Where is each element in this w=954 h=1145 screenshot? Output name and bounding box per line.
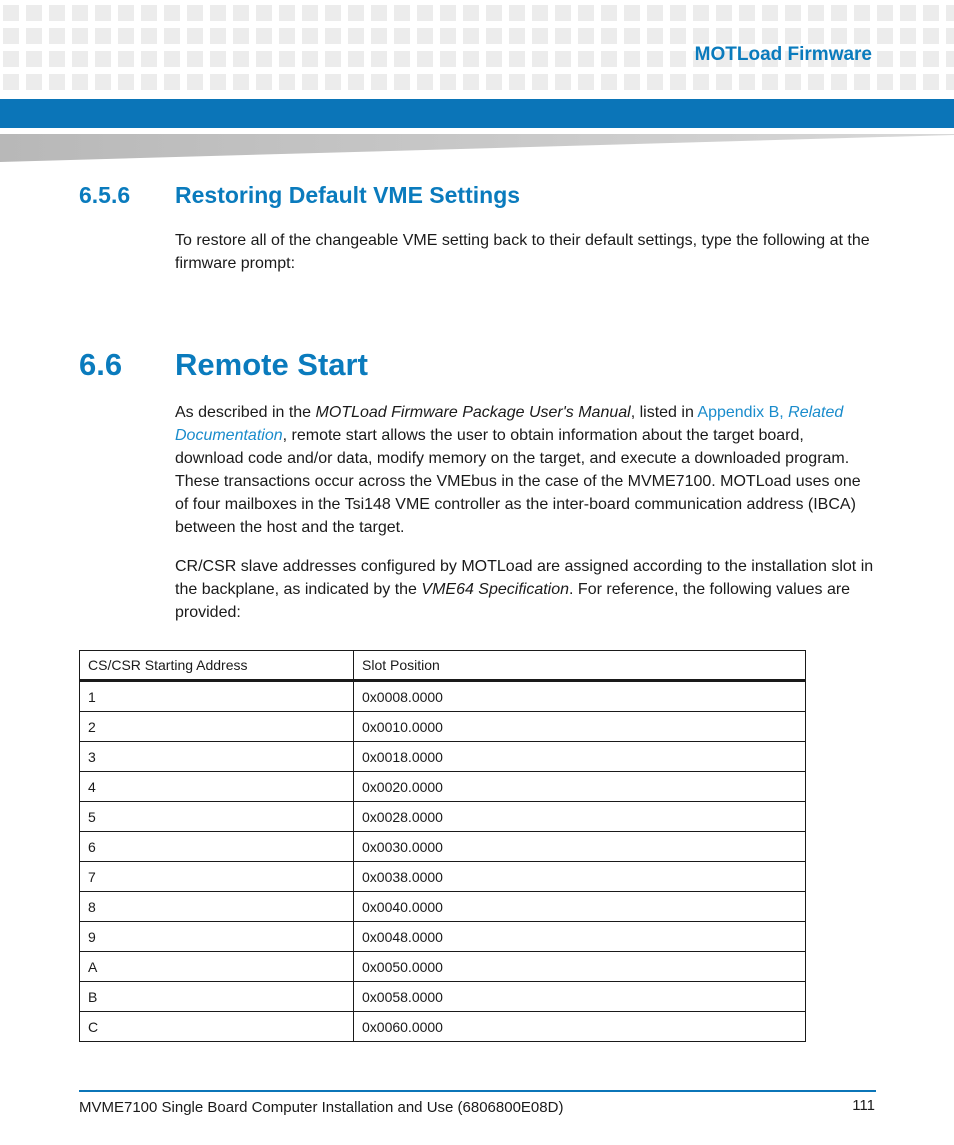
grid-square [739, 74, 755, 90]
grid-square [854, 28, 870, 44]
table-row [80, 712, 806, 742]
grid-square [187, 28, 203, 44]
grid-square [164, 51, 180, 67]
grid-square [302, 28, 318, 44]
grid-square [716, 5, 732, 21]
grid-square [394, 5, 410, 21]
grid-square [877, 74, 893, 90]
grid-square [394, 28, 410, 44]
grid-square [141, 74, 157, 90]
grid-square [394, 74, 410, 90]
grid-square [739, 5, 755, 21]
grid-square [371, 5, 387, 21]
restore-instructions-paragraph: To restore all of the changeable VME setting back to their default settings, type the following at the firmware prompt: [175, 232, 870, 272]
grid-square [486, 28, 502, 44]
table-cell: 4 [80, 772, 354, 802]
table-row [80, 772, 806, 802]
column-header: Slot Position [354, 651, 806, 681]
grid-square [325, 51, 341, 67]
grid-square [555, 51, 571, 67]
grid-square [95, 74, 111, 90]
grid-square [693, 74, 709, 90]
grid-square [371, 28, 387, 44]
grid-square [233, 51, 249, 67]
table-cell: 0x0020.0000 [354, 772, 806, 802]
remote-start-paragraph [175, 401, 875, 539]
grid-square [187, 74, 203, 90]
text-run: CR/CSR slave addresses configured by MOTLoad are assigned according to the installation slot in the backplane, as indicated by the [175, 558, 874, 598]
grid-square [210, 5, 226, 21]
grid-square [187, 5, 203, 21]
grid-square [233, 28, 249, 44]
grid-square [394, 51, 410, 67]
grid-square [26, 28, 42, 44]
grid-square [95, 51, 111, 67]
grid-square [348, 51, 364, 67]
grid-square [233, 74, 249, 90]
grid-square [624, 5, 640, 21]
grid-square [509, 5, 525, 21]
grid-square [26, 74, 42, 90]
grid-square [647, 5, 663, 21]
grid-square [72, 51, 88, 67]
grid-square [417, 28, 433, 44]
grid-square [532, 28, 548, 44]
table-row [80, 952, 806, 982]
grid-square [141, 28, 157, 44]
grid-square [3, 5, 19, 21]
table-cell: B [80, 982, 354, 1012]
grid-square [72, 74, 88, 90]
column-header: CS/CSR Starting Address [80, 651, 354, 681]
grid-square [670, 51, 686, 67]
grid-square [670, 74, 686, 90]
grid-square [716, 28, 732, 44]
grid-square [141, 51, 157, 67]
grid-square [348, 74, 364, 90]
grid-square [923, 51, 939, 67]
grid-square [279, 28, 295, 44]
grid-square [440, 5, 456, 21]
grid-square [164, 5, 180, 21]
grid-square [118, 51, 134, 67]
grid-square [877, 28, 893, 44]
grid-square [348, 5, 364, 21]
grid-square [164, 28, 180, 44]
grid-square [463, 51, 479, 67]
section-number: 6.6 [79, 347, 123, 382]
grid-square [877, 5, 893, 21]
grid-square [808, 5, 824, 21]
grid-square [26, 5, 42, 21]
grid-square [279, 51, 295, 67]
table-cell: 0x0028.0000 [354, 802, 806, 832]
grid-square [463, 74, 479, 90]
grid-square [923, 5, 939, 21]
table-cell: C [80, 1012, 354, 1042]
grid-square [233, 5, 249, 21]
grid-square [3, 51, 19, 67]
grid-square [279, 74, 295, 90]
table-cell: 8 [80, 892, 354, 922]
table-header-row [80, 651, 806, 681]
grid-square [785, 74, 801, 90]
table-row [80, 681, 806, 712]
table-cell: 9 [80, 922, 354, 952]
grid-square [210, 74, 226, 90]
grid-square [555, 74, 571, 90]
grid-square [831, 5, 847, 21]
grid-square [877, 51, 893, 67]
grid-square [509, 28, 525, 44]
cr-csr-paragraph [175, 555, 875, 624]
grid-square [486, 74, 502, 90]
grid-square [854, 74, 870, 90]
grid-square [762, 28, 778, 44]
grid-square [693, 5, 709, 21]
grid-square [3, 28, 19, 44]
grid-square [785, 28, 801, 44]
grid-square [923, 28, 939, 44]
table-cell: 5 [80, 802, 354, 832]
table-cell: 3 [80, 742, 354, 772]
grid-square [578, 74, 594, 90]
grid-square [624, 74, 640, 90]
grid-square [72, 5, 88, 21]
grid-square [210, 28, 226, 44]
grid-square [624, 51, 640, 67]
grid-square [601, 74, 617, 90]
slot-address-table [79, 650, 806, 1042]
table-cell: 0x0010.0000 [354, 712, 806, 742]
grid-square [670, 28, 686, 44]
grid-square [532, 5, 548, 21]
table-row [80, 862, 806, 892]
table-cell: 0x0058.0000 [354, 982, 806, 1012]
grid-square [808, 28, 824, 44]
grid-square [72, 28, 88, 44]
grid-square [463, 5, 479, 21]
grid-square [831, 28, 847, 44]
grid-square [26, 51, 42, 67]
section-heading-remote-start [79, 347, 368, 383]
grid-square [417, 5, 433, 21]
grid-square [325, 28, 341, 44]
grid-square [256, 74, 272, 90]
grid-square [647, 74, 663, 90]
grid-square [118, 74, 134, 90]
grid-square [509, 51, 525, 67]
grid-square [210, 51, 226, 67]
grid-square [555, 28, 571, 44]
table-row [80, 1012, 806, 1042]
section-heading-restoring-defaults [79, 182, 520, 209]
grid-square [946, 28, 954, 44]
grid-square [49, 28, 65, 44]
grid-square [325, 5, 341, 21]
grid-square [578, 28, 594, 44]
table-cell: 0x0060.0000 [354, 1012, 806, 1042]
grid-square [762, 74, 778, 90]
grid-square [808, 74, 824, 90]
table-cell: 0x0038.0000 [354, 862, 806, 892]
table-row [80, 832, 806, 862]
grid-square [302, 5, 318, 21]
grid-square [49, 5, 65, 21]
footer-document-title: MVME7100 Single Board Computer Installation and Use (6806800E08D) [79, 1099, 564, 1116]
text-run: , listed in [630, 404, 698, 421]
grid-square [325, 74, 341, 90]
link-italic-text: Related Documentation [175, 404, 844, 444]
table-cell: 0x0030.0000 [354, 832, 806, 862]
grid-square [900, 28, 916, 44]
grid-square [118, 5, 134, 21]
page-number: 111 [852, 1097, 875, 1114]
table-row [80, 982, 806, 1012]
grid-square [900, 74, 916, 90]
grid-square [256, 5, 272, 21]
grid-square [532, 74, 548, 90]
grid-square [601, 28, 617, 44]
grid-square [95, 28, 111, 44]
grid-square [693, 28, 709, 44]
grid-square [187, 51, 203, 67]
table-row [80, 802, 806, 832]
grid-square [49, 51, 65, 67]
grid-square [900, 5, 916, 21]
table-cell: 0x0018.0000 [354, 742, 806, 772]
grid-square [49, 74, 65, 90]
table-cell: 2 [80, 712, 354, 742]
text-run: . For reference, the following values are provided: [175, 581, 851, 621]
grid-square [647, 51, 663, 67]
table-cell: 0x0008.0000 [354, 681, 806, 712]
table-cell: 1 [80, 681, 354, 712]
table-cell: A [80, 952, 354, 982]
grid-square [532, 51, 548, 67]
grid-square [256, 51, 272, 67]
grid-square [440, 51, 456, 67]
grid-square [923, 74, 939, 90]
text-run: , remote start allows the user to obtain information about the target board, download code and/or data, modify memory on the target, and execute a downloaded program. These transactions occur across the VMEbus in the case of the MVME7100. MOTLoad uses one of four mailboxes in the Tsi148 VME controller as the inter-board communication address (IBCA) between the host and the target. [175, 427, 861, 536]
manual-title: MOTLoad Firmware Package User's Manual [315, 404, 631, 421]
grid-square [417, 74, 433, 90]
grid-square [279, 5, 295, 21]
grid-square [141, 5, 157, 21]
grid-square [946, 74, 954, 90]
grid-square [601, 5, 617, 21]
grid-square [302, 51, 318, 67]
grid-square [670, 5, 686, 21]
link-text: Appendix B, [697, 404, 789, 421]
grid-square [739, 28, 755, 44]
grid-square [348, 28, 364, 44]
grid-square [486, 5, 502, 21]
table-row [80, 922, 806, 952]
grid-square [785, 5, 801, 21]
table-row [80, 742, 806, 772]
section-number: 6.5.6 [79, 182, 131, 208]
grid-square [647, 28, 663, 44]
grid-square [624, 28, 640, 44]
grid-square [900, 51, 916, 67]
grid-square [601, 51, 617, 67]
grid-square [762, 5, 778, 21]
text-run: As described in the [175, 404, 316, 421]
grid-square [463, 28, 479, 44]
grid-square [555, 5, 571, 21]
table-cell: 6 [80, 832, 354, 862]
grid-square [3, 74, 19, 90]
grid-square [256, 28, 272, 44]
grid-square [486, 51, 502, 67]
footer-rule [79, 1090, 876, 1092]
grid-square [440, 28, 456, 44]
grid-square [417, 51, 433, 67]
section-title: Restoring Default VME Settings [175, 182, 521, 208]
spec-title: VME64 Specification [421, 581, 570, 598]
grid-square [946, 51, 954, 67]
table-cell: 0x0050.0000 [354, 952, 806, 982]
grid-square [440, 74, 456, 90]
grid-square [578, 5, 594, 21]
header-blue-band [0, 99, 954, 128]
table-cell: 0x0048.0000 [354, 922, 806, 952]
section-title: Remote Start [175, 347, 368, 382]
grid-square [509, 74, 525, 90]
grid-square [95, 5, 111, 21]
grid-square [371, 51, 387, 67]
grid-square [371, 74, 387, 90]
table-cell: 0x0040.0000 [354, 892, 806, 922]
grid-square [164, 74, 180, 90]
table-cell: 7 [80, 862, 354, 892]
grid-square [118, 28, 134, 44]
table-row [80, 892, 806, 922]
grid-square [716, 74, 732, 90]
grid-square [302, 74, 318, 90]
grid-square [854, 5, 870, 21]
header-gray-wedge [0, 128, 954, 164]
grid-square [946, 5, 954, 21]
running-title: MOTLoad Firmware [694, 44, 872, 65]
grid-square [578, 51, 594, 67]
grid-square [831, 74, 847, 90]
